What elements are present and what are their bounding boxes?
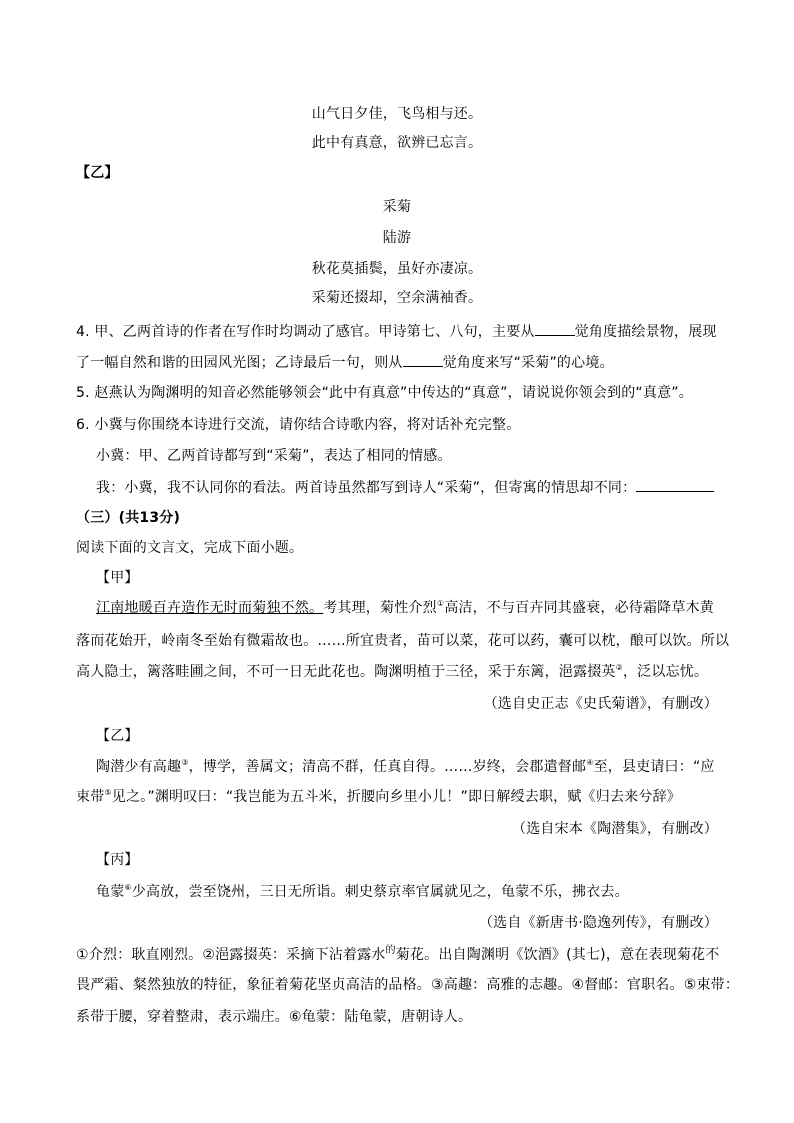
source-citation: （选自宋本《陶潜集》，有删改） bbox=[512, 821, 718, 837]
underlined-sentence: 江南地暖百卉造作无时而菊独不然。 bbox=[96, 600, 324, 616]
text-segment: 少高放，尝至饶州，三日无所诣。刺史蔡京率官属就见之，龟蒙不乐，拂衣去。 bbox=[131, 884, 629, 900]
source-citation: （选自史正志《史氏菊谱》，有删改） bbox=[483, 696, 718, 712]
poem-yi-label: 【乙】 bbox=[76, 165, 119, 181]
dialogue-xiaoji: 小冀：甲、乙两首诗都写到“采菊”，表达了相同的情感。 bbox=[96, 448, 452, 464]
question-4 bbox=[76, 322, 717, 341]
answer-blank[interactable] bbox=[535, 322, 575, 336]
footnote-marker: ② bbox=[615, 663, 623, 672]
text-yi-line bbox=[96, 758, 715, 776]
q4-text: 觉角度描绘景物，展现 bbox=[574, 324, 717, 340]
q4-text: 4. 甲、乙两首诗的作者在写作时均调动了感官。甲诗第七、八句，主要从 bbox=[76, 324, 535, 340]
footnote-marker: ① bbox=[436, 599, 445, 608]
poem-line: 山气日夕佳，飞鸟相与还。 bbox=[311, 106, 483, 122]
text-bing-line bbox=[96, 883, 629, 901]
text-yi-line bbox=[76, 788, 681, 806]
dialogue-me bbox=[96, 478, 714, 497]
text-segment: 菊花。出自陶渊明《饮酒》(其七)，意在表现菊花不 bbox=[395, 947, 720, 963]
text-bing-label: 【丙】 bbox=[96, 852, 139, 868]
text-segment: 束带 bbox=[76, 789, 105, 805]
text-jia-line bbox=[96, 599, 714, 617]
q4-text: 了一幅自然和谐的田园风光图；乙诗最后一句，则从 bbox=[76, 355, 403, 371]
text-segment: 至，县吏请曰：“应 bbox=[593, 759, 715, 775]
q4-text: 觉角度来写“采菊”的心境。 bbox=[442, 355, 614, 371]
dialogue-text: 我：小冀，我不认同你的看法。两首诗虽然都写到诗人“采菊”，但寄寓的情思却不同： bbox=[96, 480, 637, 496]
answer-blank[interactable] bbox=[636, 478, 714, 492]
source-citation: （选自《新唐书·隐逸列传》，有删改） bbox=[478, 915, 718, 931]
section-heading: （三）(共13分) bbox=[76, 510, 181, 526]
footnote-marker: ③ bbox=[181, 758, 189, 767]
poem-line: 采菊还掇却，空余满袖香。 bbox=[311, 290, 483, 306]
text-jia-line: 落而花始开，岭南冬至始有微霜故也。……所宜贵者，苗可以菜，花可以药，囊可以枕，酿可以饮。所以 bbox=[76, 633, 730, 649]
text-segment: 龟蒙 bbox=[96, 884, 125, 900]
poem-line: 秋花莫插鬓，虽好亦凄凉。 bbox=[311, 261, 483, 277]
text-segment: ，博学，善属文；清高不群，任真自得。……岁终，会郡遣督邮 bbox=[188, 759, 587, 775]
text-segment: 高人隐士，篱落畦圃之间，不可一日无此花也。陶渊明植于三径，采于东篱，浥露掇英 bbox=[76, 664, 616, 680]
footnote-marker: ⑤ bbox=[104, 788, 112, 797]
question-6: 6. 小冀与你围绕本诗进行交流，请你结合诗歌内容，将对话补充完整。 bbox=[76, 417, 521, 433]
text-segment: ，泛以忘忧。 bbox=[622, 664, 709, 680]
question-4-cont bbox=[76, 353, 614, 372]
text-segment: 考其理，菊性介烈 bbox=[323, 600, 437, 616]
text-segment: 陶潜少有高趣 bbox=[96, 759, 182, 775]
text-segment: 的 bbox=[385, 945, 396, 956]
footnote-marker: ④ bbox=[586, 758, 594, 767]
poem-author: 陆游 bbox=[382, 230, 412, 246]
text-segment: 见之。”渊明叹曰：“我岂能为五斗米，折腰向乡里小儿！”即日解绶去职，赋《归去来兮辞》 bbox=[111, 789, 681, 805]
footnotes-line: 系带于腰，穿着整肃，表示端庄。⑥龟蒙：陆龟蒙，唐朝诗人。 bbox=[76, 1009, 473, 1025]
text-jia-label: 【甲】 bbox=[96, 570, 139, 586]
answer-blank[interactable] bbox=[403, 353, 443, 367]
question-5: 5. 赵燕认为陶渊明的知音必然能够领会“此中有真意”中传达的“真意”，请说说你领会到的“真意”。 bbox=[76, 385, 693, 401]
text-jia-line bbox=[76, 663, 708, 681]
footnotes-line: 畏严霜、粲然独放的特征，象征着菊花坚贞高洁的品格。③高趣：高雅的志趣。④督邮：官职名。⑤束带： bbox=[76, 977, 740, 993]
section-instruction: 阅读下面的文言文，完成下面小题。 bbox=[76, 540, 304, 556]
poem-title: 采菊 bbox=[382, 199, 412, 215]
text-segment: 高洁，不与百卉同其盛衰，必待霜降草木黄 bbox=[444, 600, 714, 616]
text-yi-label: 【乙】 bbox=[96, 728, 139, 744]
poem-line: 此中有真意，欲辨已忘言。 bbox=[311, 135, 483, 151]
text-segment: ①介烈：耿直刚烈。②浥露掇英：采摘下沾着露水 bbox=[76, 947, 386, 963]
footnote-marker: ⑥ bbox=[124, 883, 132, 892]
footnotes-line bbox=[76, 946, 719, 966]
